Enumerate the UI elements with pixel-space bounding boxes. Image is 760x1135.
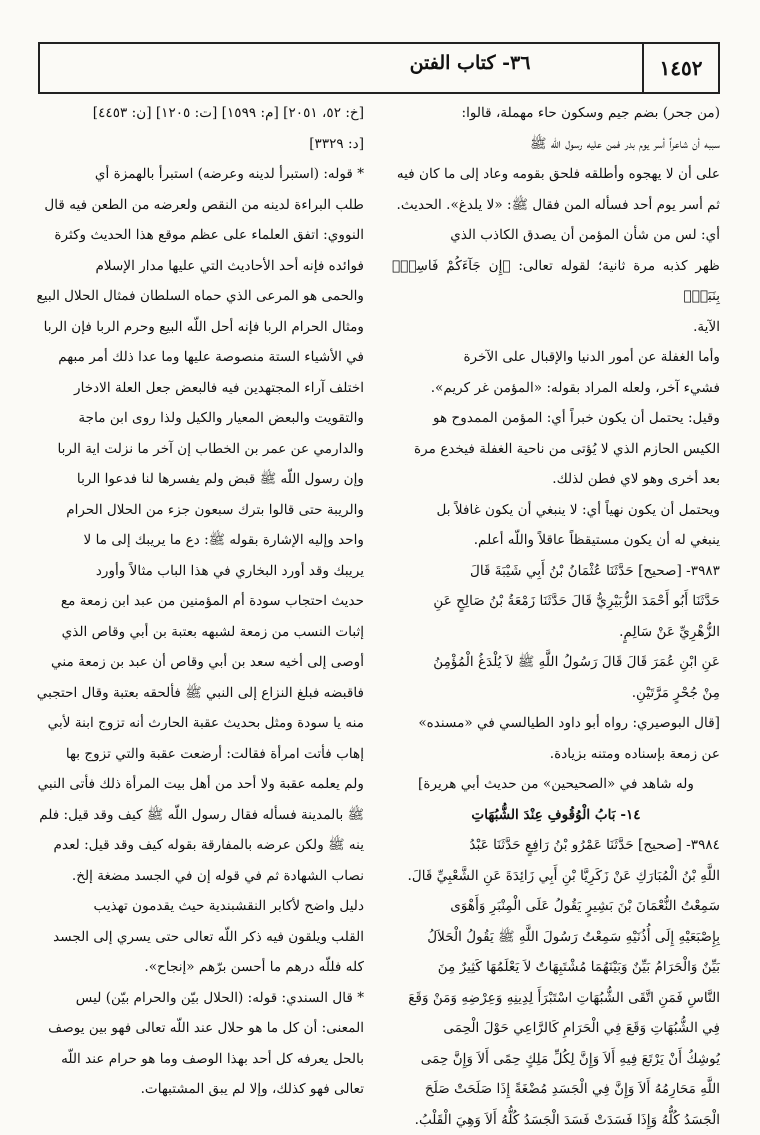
hadith-line: ٣٩٨٣- [صحيح] حَدَّثَنَا عُثْمَانُ بْنُ أَبِي شَيْبَةَ قَالَ	[392, 556, 720, 587]
page-header	[38, 42, 720, 94]
text-line: حديث احتجاب سودة أم المؤمنين من عبد ابن زمعة مع	[36, 586, 364, 617]
text-line: القلب ويلقون فيه ذكر اللّه تعالى حتى يسري إلى الجسد	[36, 922, 364, 953]
text-line: إهاب فأتت امرأة فقالت: أرضعت عقبة والتي تزوج بها	[36, 739, 364, 770]
text-line: * قوله: (استبرأ لدينه وعرضه) استبرأ بالهمزة أي	[36, 159, 364, 190]
text-line: بالحل يعرفه كل أحد بهذا الوصف وما هو حرام عند اللّه	[36, 1044, 364, 1075]
book-title: ٣٦- كتاب الفتن	[302, 52, 638, 74]
chapter-heading: ١٤- بَابُ الْوُقُوفِ عِنْدَ الشُّبُهَاتِ	[392, 800, 720, 831]
text-line: يريبك وقد أورد البخاري في هذا الباب مثالاً وأورد	[36, 556, 364, 587]
hadith-line: يُوشِكُ أَنْ يَرْتَعَ فِيهِ أَلاَ وَإِنَّ لِكُلِّ مَلِكٍ حِمًى أَلاَ وَإِنَّ حِمَى	[392, 1044, 720, 1075]
text-line: دليل واضح لأكابر النقشبندية حيث يقدمون تهذيب	[36, 891, 364, 922]
hadith-line: فِي الشُّبُهَاتِ وَقَعَ فِي الْحَرَامِ كَالرَّاعِي حَوْلَ الْحِمَى	[392, 1013, 720, 1044]
text-line: النووي: اتفق العلماء على عظم موقع هذا الحديث وكثرة	[36, 220, 364, 251]
text-line: والريبة حتى قالوا بترك سبعون جزء من الحلال الحرام	[36, 495, 364, 526]
text-line: عن زمعة بإسناده ومتنه بزيادة.	[392, 739, 720, 770]
text-line: وله شاهد في «الصحيحين» من حديث أبي هريرة]	[392, 769, 720, 800]
hadith-line: مِنْ جُحْرٍ مَرَّتَيْنِ.	[392, 678, 720, 709]
hadith-line: ٣٩٨٤- [صحيح] حَدَّثَنَا عَمْرُو بْنُ رَافِعٍ حَدَّثَنَا عَبْدُ	[392, 830, 720, 861]
hadith-line: اللَّهِ مَحَارِمُهُ أَلاَ وَإِنَّ فِي الْجَسَدِ مُضْغَةً إِذَا صَلَحَتْ صَلَحَ	[392, 1074, 720, 1105]
left-column	[36, 98, 364, 1088]
text-line: ﷺ بالمدينة فسأله فقال رسول اللّه ﷺ كيف وقد قيل: فلم	[36, 800, 364, 831]
text-line: ويحتمل أن يكون نهياً أي: لا ينبغي أن يكون غافلاً بل	[392, 495, 720, 526]
hadith-line: الْجَسَدُ كُلُّهُ وَإِذَا فَسَدَتْ فَسَدَ الْجَسَدُ كُلُّهُ أَلاَ وَهِيَ الْقَلْبُ.	[392, 1105, 720, 1135]
hadith-line: عَنِ ابْنِ عُمَرَ قَالَ قَالَ رَسُولُ اللَّهِ ﷺ لاَ يُلْدَغُ الْمُؤْمِنُ	[392, 647, 720, 678]
hadith-line: اللَّهِ بْنُ الْمُبَارَكِ عَنْ زَكَرِيَّا بْنِ أَبِي زَائِدَةَ عَنِ الشَّعْبِيِّ قَالَ.	[392, 861, 720, 892]
text-line: والدارمي عن عمر بن الخطاب إن آخر ما نزلت اية الربا	[36, 434, 364, 465]
hadith-line: سَمِعْتُ النُّعْمَانَ بْنَ بَشِيرٍ يَقُولُ عَلَى الْمِنْبَرِ وَأَهْوَى	[392, 891, 720, 922]
text-line: تعالى فهو كذلك، وإلا لم يبق المشتبهات.	[36, 1074, 364, 1105]
hadith-line: النَّاسِ فَمَنِ اتَّقَى الشُّبُهَاتِ اسْتَبْرَأَ لِدِينِهِ وَعِرْضِهِ وَمَنْ وَقَعَ	[392, 983, 720, 1014]
text-line: في الأشياء الستة منصوصة عليها وما عدا ذلك أمر مبهم	[36, 342, 364, 373]
text-line: واحد وإليه الإشارة بقوله ﷺ: دع ما يريبك إلى ما لا	[36, 525, 364, 556]
text-line: نصاب الشهادة ثم في قوله إن في الجسد مضغة إلخ.	[36, 861, 364, 892]
text-line: أي: لس من شأن المؤمن أن يصدق الكاذب الذي	[392, 220, 720, 251]
reference-line: [خ: ٥٢، ٢٠٥١] [م: ١٥٩٩] [ت: ١٢٠٥] [ن: ٤٤٥٣]	[36, 98, 364, 129]
text-line: ظهر كذبه مرة ثانية؛ لقوله تعالى: ﴿إِن جَآءَكُمْ فَاسِقُۢ بِنَبَإٖ﴾	[392, 251, 720, 312]
text-line: سببه أن شاعراً أسر يوم بدر فمن عليه رسول اللّه ﷺ	[392, 129, 720, 160]
text-line: وقيل: يحتمل أن يكون خبراً أي: المؤمن الممدوح هو	[392, 403, 720, 434]
text-line: إثبات النسب من زمعة لشبهه بعتبة بن أبي وقاص الذي	[36, 617, 364, 648]
text-line: ثم أسر يوم أحد فسأله المن فقال ﷺ: «لا يلدغ». الحديث.	[392, 190, 720, 221]
text-line: [قال البوصيري: رواه أبو داود الطيالسي في «مسنده»	[392, 708, 720, 739]
hadith-line: بِإِصْبَعَيْهِ إِلَى أُذُنَيْهِ سَمِعْتُ رَسُولَ اللَّهِ ﷺ يَقُولُ الْحَلاَلُ	[392, 922, 720, 953]
hadith-line: حَدَّثَنَا أَبُو أَحْمَدَ الزُّبَيْرِيُّ قَالَ حَدَّثَنَا زَمْعَةُ بْنُ صَالِحٍ عَنِ	[392, 586, 720, 617]
text-line: الكيس الحازم الذي لا يُؤتى من ناحية الغفلة فيخدع مرة	[392, 434, 720, 465]
text-line: فشيء آخر، ولعله المراد بقوله: «المؤمن غر كريم».	[392, 373, 720, 404]
text-line: ينبغي له أن يكون مستيقظاً عاقلاً واللّه أعلم.	[392, 525, 720, 556]
text-line: كله فللّه درهم ما أحسن برّهم «إنجاح».	[36, 952, 364, 983]
text-line: والتقويت والبعض المعيار والكيل ولذا روى ابن ماجة	[36, 403, 364, 434]
hadith-line: بَيِّنٌ وَالْحَرَامُ بَيِّنٌ وَبَيْنَهُمَا مُشْتَبِهَاتٌ لاَ يَعْلَمُهَا كَثِيرٌ مِنَ	[392, 952, 720, 983]
text-line: ومثال الحرام الربا فإنه أحل اللّه البيع وحرم الربا فإن الربا	[36, 312, 364, 343]
text-line: ينه ﷺ ولكن عرضه بالمفارقة بقوله كيف وقد قيل: لعدم	[36, 830, 364, 861]
text-line: المعنى: أن كل ما هو حلال عند اللّه تعالى فهو بين يوصف	[36, 1013, 364, 1044]
reference-line: [د: ٣٣٢٩]	[36, 129, 364, 160]
text-line: * قال السندي: قوله: (الحلال بيّن والحرام بيّن) ليس	[36, 983, 364, 1014]
text-line: (من جحر) بضم جيم وسكون حاء مهملة، قالوا:	[392, 98, 720, 129]
page-number: ١٤٥٢	[642, 44, 718, 92]
text-line: والحمى هو المرعى الذي حماه السلطان فمثال الحلال البيع	[36, 281, 364, 312]
text-line: بعد أخرى وهو لاي فطن لذلك.	[392, 464, 720, 495]
text-line: أوصى إلى أخيه سعد بن أبي وقاص أن عبد بن زمعة مني	[36, 647, 364, 678]
text-line: وإن رسول اللّه ﷺ قبض ولم يفسرها لنا فدعوا الربا	[36, 464, 364, 495]
text-line: وأما الغفلة عن أمور الدنيا والإقبال على الآخرة	[392, 342, 720, 373]
right-column	[392, 98, 720, 1088]
text-line: الآية.	[392, 312, 720, 343]
text-line: فاقبضه فبلغ النزاع إلى النبي ﷺ فألحقه بعتبة وقال احتجبي	[36, 678, 364, 709]
text-line: ولم يعلمه عقبة ولا أحد من أهل بيت المرأة ذلك فأتى النبي	[36, 769, 364, 800]
text-line: على أن لا يهجوه وأطلقه فلحق بقومه وعاد إلى ما كان فيه	[392, 159, 720, 190]
text-line: منه يا سودة ومثل بحديث عقبة الحارث أنه تزوج ابنة لأبي	[36, 708, 364, 739]
text-line: اختلف آراء المجتهدين فيه فالبعض جعل العلة الادخار	[36, 373, 364, 404]
hadith-line: الزُّهْرِيِّ عَنْ سَالِمٍ.	[392, 617, 720, 648]
text-line: طلب البراءة لدينه من النقص ولعرضه من الطعن فيه قال	[36, 190, 364, 221]
text-line: فوائده فإنه أحد الأحاديث التي عليها مدار الإسلام	[36, 251, 364, 282]
